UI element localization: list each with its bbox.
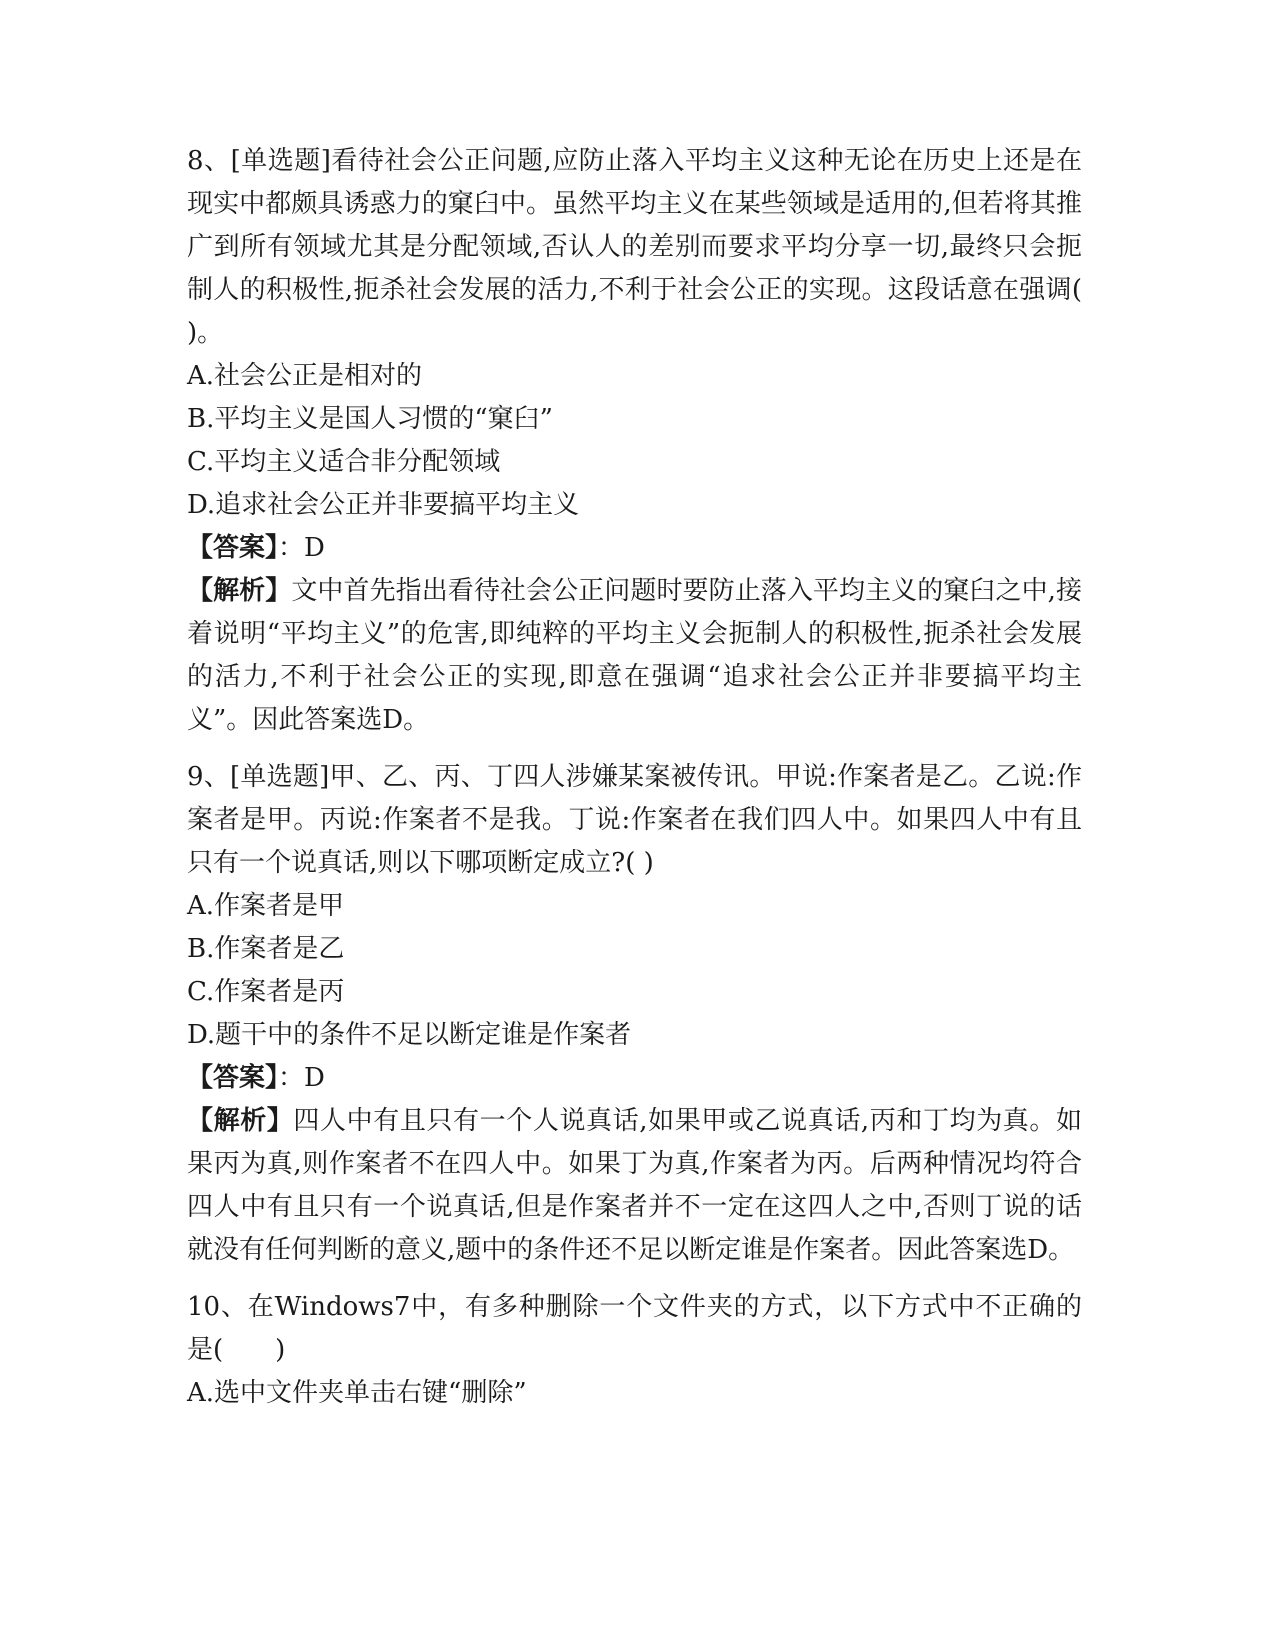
analysis-label: 【解析】 — [187, 576, 292, 606]
question-stem: 8、[单选题]看待社会公正问题,应防止落入平均主义这种无论在历史上还是在现实中都颇具诱惑力的窠臼中。虽然平均主义在某些领域是适用的,但若将其推广到所有领域尤其是分配领域,否认人的差别而要求平均分享一切,最终只会扼制人的积极性,扼杀社会发展的活力,不利于社会公正的实现。这段话意在强调( )。 — [187, 146, 1083, 348]
question-stem: 10、在Windows7中，有多种删除一个文件夹的方式，以下方式中不正确的是( ) — [187, 1292, 1082, 1365]
option-a: A.作案者是甲 — [187, 891, 345, 921]
answer-line — [187, 1057, 1082, 1100]
option-b: B.平均主义是国人习惯的“窠臼” — [187, 404, 553, 434]
option-b: B.作案者是乙 — [187, 934, 345, 964]
analysis-text: 四人中有且只有一个人说真话,如果甲或乙说真话,丙和丁均为真。如果丙为真,则作案者不在四人中。如果丁为真,作案者为丙。后两种情况均符合四人中有且只有一个说真话,但是作案者并不一定在这四人之中,否则丁说的话就没有任何判断的意义,题中的条件还不足以断定谁是作案者。因此答案选D。 — [187, 1106, 1082, 1265]
option-d: D.题干中的条件不足以断定谁是作案者 — [187, 1020, 632, 1050]
answer-label: 【答案】 — [187, 1063, 279, 1093]
option-c: C.作案者是丙 — [187, 977, 345, 1007]
analysis-paragraph — [187, 1100, 1082, 1272]
question-10 — [187, 1286, 1082, 1415]
question-8 — [187, 140, 1082, 742]
answer-line — [187, 527, 1082, 570]
question-9 — [187, 756, 1082, 1272]
analysis-text: 文中首先指出看待社会公正问题时要防止落入平均主义的窠臼之中,接着说明“平均主义”的危害,即纯粹的平均主义会扼制人的积极性,扼杀社会发展的活力,不利于社会公正的实现,即意在强调“追求社会公正并非要搞平均主义”。因此答案选D。 — [187, 576, 1082, 735]
answer-value: ：D — [278, 533, 325, 563]
option-a: A.社会公正是相对的 — [187, 361, 423, 391]
option-c: C.平均主义适合非分配领域 — [187, 447, 501, 477]
option-d: D.追求社会公正并非要搞平均主义 — [187, 490, 580, 520]
question-stem: 9、[单选题]甲、乙、丙、丁四人涉嫌某案被传讯。甲说:作案者是乙。乙说:作案者是甲。丙说:作案者不是我。丁说:作案者在我们四人中。如果四人中有且只有一个说真话,则以下哪项断定成立?( ) — [187, 762, 1082, 878]
analysis-label: 【解析】 — [187, 1106, 294, 1136]
analysis-paragraph — [187, 570, 1082, 742]
answer-value: ：D — [278, 1063, 325, 1093]
document-page — [187, 140, 1082, 1429]
answer-label: 【答案】 — [187, 533, 279, 563]
option-a: A.选中文件夹单击右键“删除” — [187, 1378, 527, 1408]
